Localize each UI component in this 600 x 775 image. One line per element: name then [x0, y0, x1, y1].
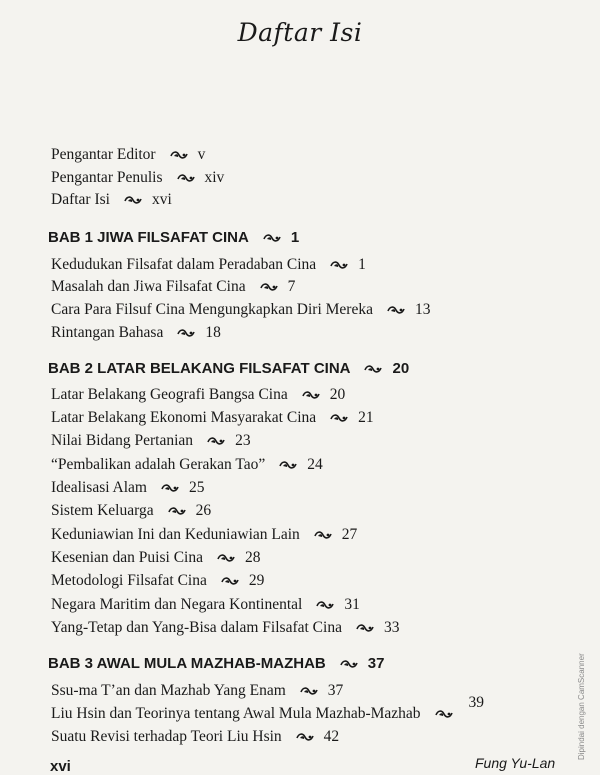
running-author: Fung Yu-Lan — [475, 755, 556, 771]
toc-entry-label: Kesenian dan Puisi Cina — [51, 549, 203, 566]
leaf-ornament-icon — [161, 483, 179, 493]
toc-entry-page: 31 — [344, 596, 360, 613]
toc-entry-label: “Pembalikan adalah Gerakan Tao” — [51, 456, 266, 473]
leaf-ornament-icon — [364, 364, 382, 374]
leaf-ornament-icon — [387, 305, 405, 315]
leaf-ornament-icon — [168, 506, 186, 516]
toc-entry-label: Pengantar Editor — [51, 146, 156, 163]
toc-entry — [51, 479, 205, 497]
toc-entry — [51, 409, 374, 427]
toc-entry — [51, 301, 430, 319]
scanner-watermark: Dipindai dengan CamScanner — [577, 653, 586, 760]
toc-entry-page: 33 — [383, 619, 400, 636]
toc-entry-label: Cara Para Filsuf Cina Mengungkapkan Diri Mereka — [51, 301, 373, 318]
leaf-ornament-icon — [300, 686, 318, 696]
leaf-ornament-icon — [279, 460, 297, 470]
toc-entry — [51, 572, 264, 590]
chapter-heading — [48, 360, 409, 377]
leaf-ornament-icon — [221, 576, 239, 586]
leaf-ornament-icon — [263, 233, 281, 243]
leaf-ornament-icon — [177, 173, 195, 183]
leaf-ornament-icon — [340, 659, 358, 669]
toc-entry-label: Metodologi Filsafat Cina — [51, 572, 207, 589]
leaf-ornament-icon — [314, 530, 332, 540]
toc-entry — [51, 256, 366, 274]
toc-entry-label: Negara Maritim dan Negara Kontinental — [51, 596, 303, 613]
toc-entry-page: 27 — [341, 526, 358, 543]
toc-entry-page: v — [197, 146, 206, 163]
toc-entry-page: 13 — [414, 301, 431, 318]
toc-entry — [51, 549, 260, 567]
leaf-ornament-icon — [260, 282, 278, 292]
toc-entry-label: Latar Belakang Geografi Bangsa Cina — [51, 386, 288, 403]
leaf-ornament-icon — [316, 600, 334, 610]
toc-entry — [51, 694, 485, 723]
chapter-title: BAB 2 LATAR BELAKANG FILSAFAT CINA — [48, 360, 351, 377]
folio-page-number: xvi — [50, 758, 71, 775]
toc-entry — [51, 146, 205, 164]
toc-entry-page: 37 — [327, 682, 344, 699]
toc-entry-page: 18 — [205, 324, 221, 341]
chapter-title: BAB 3 AWAL MULA MAZHAB-MAZHAB — [48, 655, 326, 672]
chapter-title: BAB 1 JIWA FILSAFAT CINA — [48, 229, 249, 246]
toc-entry — [51, 682, 343, 700]
toc-entry-page: 42 — [323, 728, 340, 745]
toc-entry-page: 1 — [358, 256, 366, 273]
toc-entry — [51, 502, 211, 520]
chapter-page: 20 — [392, 360, 410, 377]
toc-entry-label: Sistem Keluarga — [51, 502, 154, 519]
toc-entry-label: Rintangan Bahasa — [51, 324, 164, 341]
toc-entry — [51, 169, 224, 187]
leaf-ornament-icon — [302, 390, 320, 400]
toc-entry-page: 24 — [307, 456, 323, 473]
toc-entry — [51, 324, 221, 342]
toc-entry-page: 26 — [195, 502, 212, 519]
toc-entry — [51, 386, 345, 404]
toc-entry-label: Latar Belakang Ekonomi Masyarakat Cina — [51, 409, 317, 426]
toc-entry-page: 29 — [248, 572, 265, 589]
page-title: Daftar Isi — [237, 18, 363, 47]
leaf-ornament-icon — [435, 709, 453, 719]
toc-entry-page: 25 — [189, 479, 205, 496]
toc-entry — [51, 526, 357, 544]
toc-entry-page: 20 — [329, 386, 346, 403]
toc-entry-page: xiv — [204, 169, 225, 186]
toc-entry-label: Masalah dan Jiwa Filsafat Cina — [51, 278, 246, 295]
toc-entry-page: 23 — [235, 432, 251, 449]
leaf-ornament-icon — [124, 195, 142, 205]
toc-entry-label: Daftar Isi — [51, 191, 110, 208]
toc-entry-page: 21 — [358, 409, 374, 426]
toc-entry — [51, 728, 339, 746]
toc-entry-label: Suatu Revisi terhadap Teori Liu Hsin — [51, 728, 282, 745]
toc-entry-label: Yang-Tetap dan Yang-Bisa dalam Filsafat Cina — [51, 619, 342, 636]
toc-entry — [51, 432, 251, 450]
toc-entry — [51, 278, 295, 296]
leaf-ornament-icon — [330, 413, 348, 423]
toc-entry — [51, 619, 399, 637]
toc-entry-page: 7 — [287, 278, 296, 295]
leaf-ornament-icon — [177, 328, 195, 338]
toc-entry-label: Nilai Bidang Pertanian — [51, 432, 194, 449]
leaf-ornament-icon — [170, 150, 188, 160]
toc-entry-page: 28 — [244, 549, 261, 566]
leaf-ornament-icon — [356, 623, 374, 633]
chapter-heading — [48, 229, 299, 246]
toc-entry-page: 39 — [468, 694, 485, 711]
toc-entry-page: xvi — [151, 191, 172, 208]
leaf-ornament-icon — [217, 553, 235, 563]
chapter-heading — [48, 655, 384, 672]
toc-entry — [51, 596, 360, 614]
toc-entry-label: Ssu-ma T’an dan Mazhab Yang Enam — [51, 682, 286, 699]
toc-entry-label: Keduniawian Ini dan Keduniawian Lain — [51, 526, 300, 543]
toc-entry-label: Liu Hsin dan Teorinya tentang Awal Mula Mazhab-Mazhab — [51, 705, 421, 722]
chapter-page: 1 — [290, 229, 300, 246]
leaf-ornament-icon — [330, 260, 348, 270]
toc-entry-label: Kedudukan Filsafat dalam Peradaban Cina — [51, 256, 317, 273]
leaf-ornament-icon — [207, 436, 225, 446]
toc-entry-label: Idealisasi Alam — [51, 479, 147, 496]
toc-entry — [51, 456, 323, 474]
toc-entry — [51, 191, 172, 209]
toc-entry-label: Pengantar Penulis — [51, 169, 163, 186]
leaf-ornament-icon — [296, 732, 314, 742]
chapter-page: 37 — [367, 655, 385, 672]
